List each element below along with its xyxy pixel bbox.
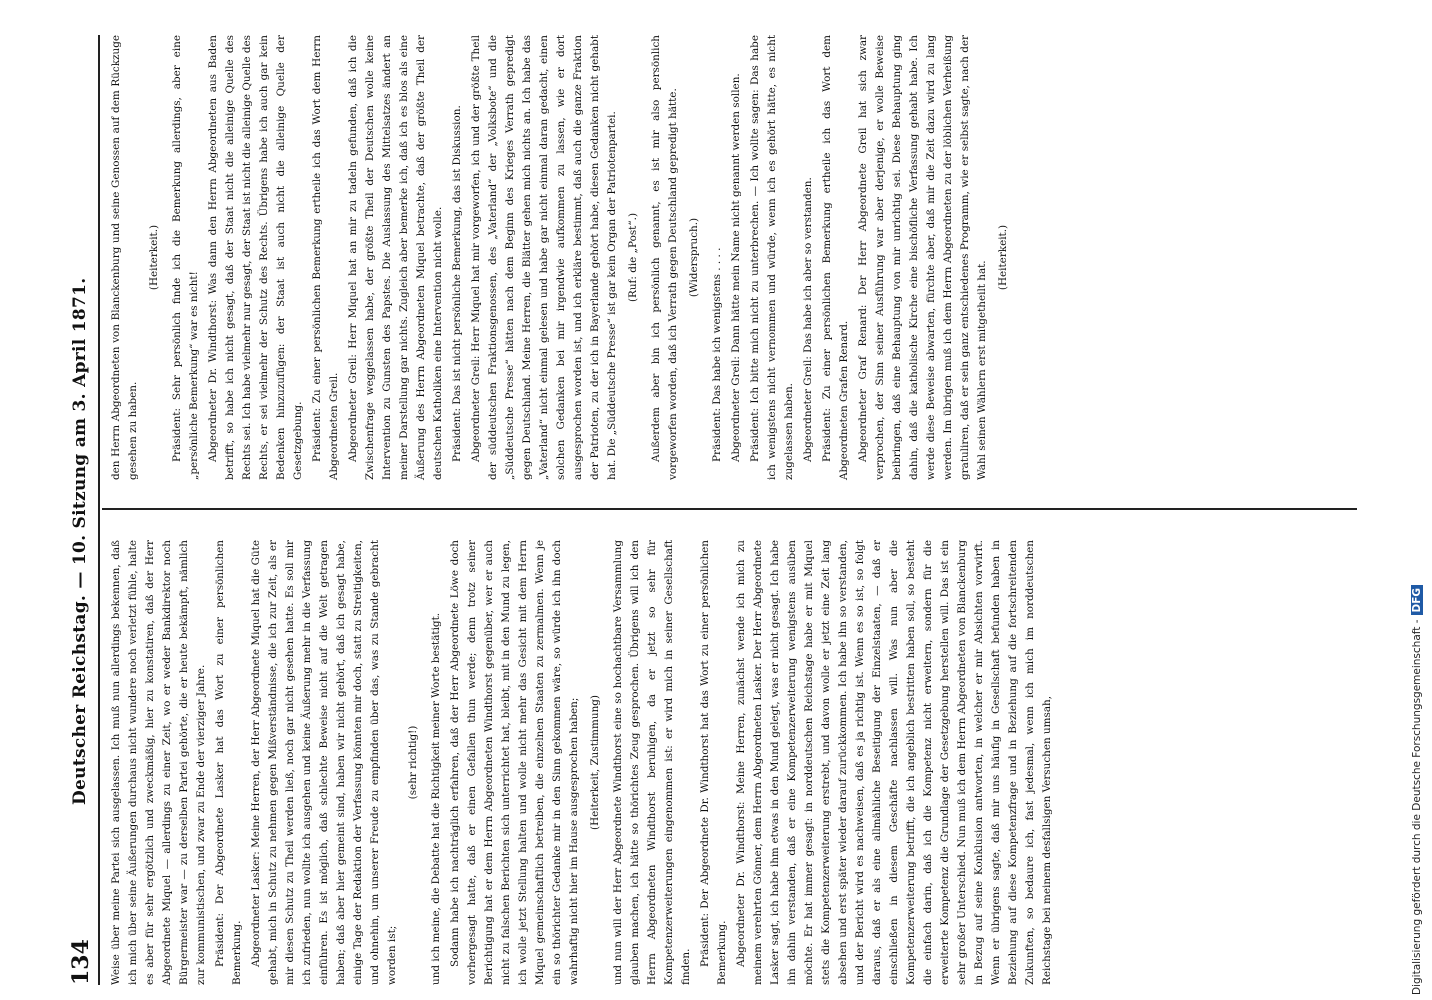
header-rule (98, 35, 100, 985)
paragraph: Präsident: Sehr persönlich finde ich die Bemerkung allerdings, aber eine „persönliche Bemerkung“ war es nicht! (171, 35, 200, 480)
running-title: Deutscher Reichstag. — 10. Sitzung am 3. April 1871. (70, 277, 90, 805)
paragraph: Abgeordneter Greil: Das habe ich aber so verstanden. (802, 177, 814, 462)
paragraph: und ich meine, die Debatte hat die Richtigkeit meiner Worte bestätigt. (430, 612, 442, 985)
paragraph: Sodann habe ich nachträglich erfahren, daß der Herr Abgeordnete Löwe doch vorhergesagt hatte, daß er einen Gefallen thun werde; denn trotz seiner Berichtigung hat er dem Herrn Abgeordneten Windthorst gegenüber, wer er auch nicht zu falschen Berichten sich unterrichtet hat, bleibt, mit in den Mund zu legen, ich wolle jetzt Stellung halten und wolle nicht mehr das Gesicht mit dem Herrn Miquel gemeinschaftlich betreiben, die einzelnen Staaten zu zermalmen. Wenn je ein so thörichter Gedanke mir in den Sinn gekommen wäre, so würde ich ihn doch wahrhaftig nicht hier im Hause ausgesprochen haben; (449, 540, 580, 985)
paragraph: Abgeordneter Greil: Herr Miquel hat mir vorgeworfen, ich und der größte Theil der süddeutschen Fraktionsgenossen, des „Vaterland“ der „Volksbote“ und die „Süddeutsche Presse“ hätten nach dem Beginn des Krieges Verrath gepredigt gegen Deutschland. Meine Herren, die Blätter gehen mich nichts an. Ich habe das „Vaterland“ nicht einmal gelesen und habe gar nicht einmal daran gedacht, einen solchen Gedanken bei mir irgendwie aufkommen zu lassen, wie er dort ausgesprochen worden ist, und ich erkläre bestimmt, daß auch die ganze Fraktion der Patrioten, zu der ich in Bayerlande gehört habe, diesen Gedanken nicht gehabt hat. Die „Süddeutsche Presse“ ist gar kein Organ der Patriotenpartei. (470, 35, 618, 480)
paragraph: den Herrn Abgeordneten von Blanckenburg und seine Genossen auf dem Rückzuge gesehen zu haben. (110, 35, 139, 480)
paragraph: Abgeordneter Dr. Windthorst: Was dann den Herrn Abgeordneten aus Baden betrifft, so habe ich nicht gesagt, daß der Staat nicht die alleinige Quelle des Rechts sei. Ich habe vielmehr nur gesagt, der Staat ist nicht die alleinige Quelle des Rechts, er sei vielmehr der Schutz des Rechts. Übrigens habe ich auch gar kein Bedenken hinzuzufügen: der Staat ist auch nicht die alleinige Quelle der Gesetzgebung. (207, 35, 304, 480)
paragraph: Abgeordneter Lasker: Meine Herren, der Herr Abgeordnete Miquel hat die Güte gehabt, mich in Schutz zu nehmen gegen Mißverständnisse, die ich zur Zeit, als er mir diesen Schutz zu Theil werden ließ, noch gar nicht gesehen hatte. Es soll mir ich zufrieden, nun wollte ich ausgehen und keine Äußerung mehr in die Verfassung einführen. Es ist möglich, daß schlechte Beweise nicht auf die Welt getragen haben; daß aber hier gemeint sind, haben wir nicht gehört, daß ich gesagt habe, einige Tage der Redaktion der Verfassung könnten mir doch, statt zu Streitigkeiten, und ohnehin, um unserer Freude zu empfinden über das, was zu Stande gebracht worden ist; (250, 540, 398, 985)
paragraph: Präsident: Das ist nicht persönliche Bemerkung, das ist Diskussion. (451, 105, 463, 462)
paragraph: Abgeordneter Greil: Herr Miquel hat an mir zu tadeln gefunden, daß ich die Zwischenfrage weggelassen habe, der größte Theil der Deutschen wolle keine Intervention zu Gunsten des Papstes. Die Auslassung des Mittelsatzes ändert an meiner Darstellung gar nichts. Zugleich aber bemerke ich, daß ich es blos als eine Äußerung des Herrn Abgeordneten Miquel betrachte, daß der größte Theil der deutschen Katholiken eine Intervention nicht wolle. (347, 35, 444, 480)
paragraph: Präsident: Das habe ich wenigstens . . . . (711, 247, 723, 462)
page-number: 134 (68, 939, 94, 985)
paragraph: Weise über meine Partei sich ausgelassen. Ich muß nun allerdings bekennen, daß ich mich über seine Äußerungen durchaus nicht wundere noch verletzt fühle, halte es aber für sehr ergötzlich und zweckmäßig, hier zu konstatiren, daß der Herr Abgeordnete Miquel — allerdings zu einer Zeit, wo er weder Bankdirektor noch Bürgermeister war — zu derselben Partei gehörte, die er heute bekämpft, nämlich zur kommunistischen, und zwar zu Ende der vierziger Jahre. (110, 540, 207, 985)
paragraph: Präsident: Ich bitte mich nicht zu unterbrechen. — Ich wollte sagen: Das habe ich wenigstens nicht vernommen und würde, wenn ich es gehört hätte, es nicht zugelassen haben. (749, 35, 795, 480)
digitization-credit (1411, 15, 1431, 995)
interjection: (Widerspruch.) (688, 217, 700, 298)
interjection: (Heiterkeit, Zustimmung) (589, 695, 601, 830)
paragraph: Abgeordneter Graf Renard: Der Herr Abgeordnete Greil hat sich zwar verprochen, der Sinn seiner Ausführung war aber derjenige, er wolle Beweise beibringen, daß eine Behauptung von mir unrichtig sei. Diese Behauptung ging dahin, daß die katholische Kirche eine bischöfliche Verfassung gehabt habe. Ich werde diese Beweise abwarten, fürchte aber, daß mir die Zeit dazu wird zu lang werden. Im übrigen muß ich dem Herrn Abgeordneten zu der löblichen Verheißung gratuliren, daß er sein ganz entschiedenes Programm, wie er selbst sagte, nach der Wahl seinen Wählern erst mitgetheilt hat. (857, 35, 988, 480)
interjection: (Heiterkeit.) (997, 224, 1009, 291)
paragraph: Abgeordneter Dr. Windthorst: Meine Herren, zunächst wende ich mich zu meinem verehrten Gönner, dem Herrn Abgeordneten Lasker. Der Herr Abgeordnete Lasker sagt, ich habe ihm etwas in den Mund gelegt, was er nicht gesagt. Ich habe ihn dahin verstanden, daß er eine Kompetenzerweiterung wenigstens ausüben möchte. Er hat immer gesagt: in norddeutschen Reichstage habe er mit Miquel stets die Kompetenzerweiterung erstrebt, und davon wolle er jetzt eine Zeit lang absehen und erst später wieder darauf zurückkommen. Ich habe ihn so verstanden, und der Bericht wird es nachweisen, daß es ja richtig ist. Wenn es so ist, so folgt daraus, daß er als eine allmähliche Beseitigung der Einzelstaaten, — daß er einschließen in diesem Geschäfte nachlassen will. Was nun aber die Kompetenzerweiterung betrifft, die ich angeblich bestritten haben soll, so besteht die einfach darin, daß ich die Kompetenz nicht erweitern, sondern für die erweiterte Kompetenz die Grundlage der Gesetzgebung herstellen will. Das ist ein sehr großer Unterschied. Nun muß ich dem Herrn Abgeordneten von Blanckenburg in Bezug auf seine Konklusion antworten, in welcher er mir Absichten vorwirft. Wenn er übrigens sagte, daß mir uns häufig in Gesellschaft befunden haben in Beziehung auf diese Kompetenzfrage und in Beziehung auf die fortschreitenden Zukunften, so bedaure ich, fast jedesmal, wenn ich mich im norddeutschen Reichstage bei meinem desfallsigen Versuchen umsah, (735, 540, 1053, 985)
paragraph: Präsident: Zu einer persönlichen Bemerkung ertheile ich das Wort dem Herrn Abgeordneten Greil. (311, 35, 340, 480)
document-page (60, 35, 1400, 985)
interjection: (sehr richtig!) (407, 725, 419, 800)
left-column (108, 540, 1058, 985)
paragraph: Präsident: Zu einer persönlichen Bemerkung ertheile ich das Wort dem Abgeordneten Grafen Renard. (821, 35, 850, 480)
dfg-logo: DFG (1411, 585, 1423, 616)
paragraph: Außerdem aber bin ich persönlich genannt, es ist mir also persönlich vorgeworfen worden, daß ich Verrath gegen Deutschland gepredigt hätte. (650, 35, 679, 480)
paragraph: Präsident: Der Abgeordnete Lasker hat das Wort zu einer persönlichen Bemerkung. (214, 540, 243, 985)
page-header (60, 35, 100, 985)
paragraph: Abgeordneter Greil: Dann hätte mein Name nicht genannt werden sollen. (730, 73, 742, 462)
credit-text: Digitalisierung gefördert durch die Deutsche Forschungsgemeinschaft - (1411, 619, 1423, 995)
column-divider (102, 508, 1357, 510)
right-column (108, 35, 1018, 480)
interjection: (Heiterkeit.) (148, 224, 160, 291)
paragraph: Präsident: Der Abgeordnete Dr. Windthorst hat das Wort zu einer persönlichen Bemerkung. (699, 540, 728, 985)
interjection: (Ruf: die „Post“.) (627, 212, 639, 303)
paragraph: und nun will der Herr Abgeordnete Windthorst eine so hochachtbare Versammlung glauben machen, ich hätte so thörichtes Zeug gesprochen. Übrigens will ich den Herrn Abgeordneten Windthorst beruhigen, da er jetzt so sehr für Kompetenzerweiterungen eingenommen ist: er wird mich in seiner Gesellschaft finden. (612, 540, 692, 985)
